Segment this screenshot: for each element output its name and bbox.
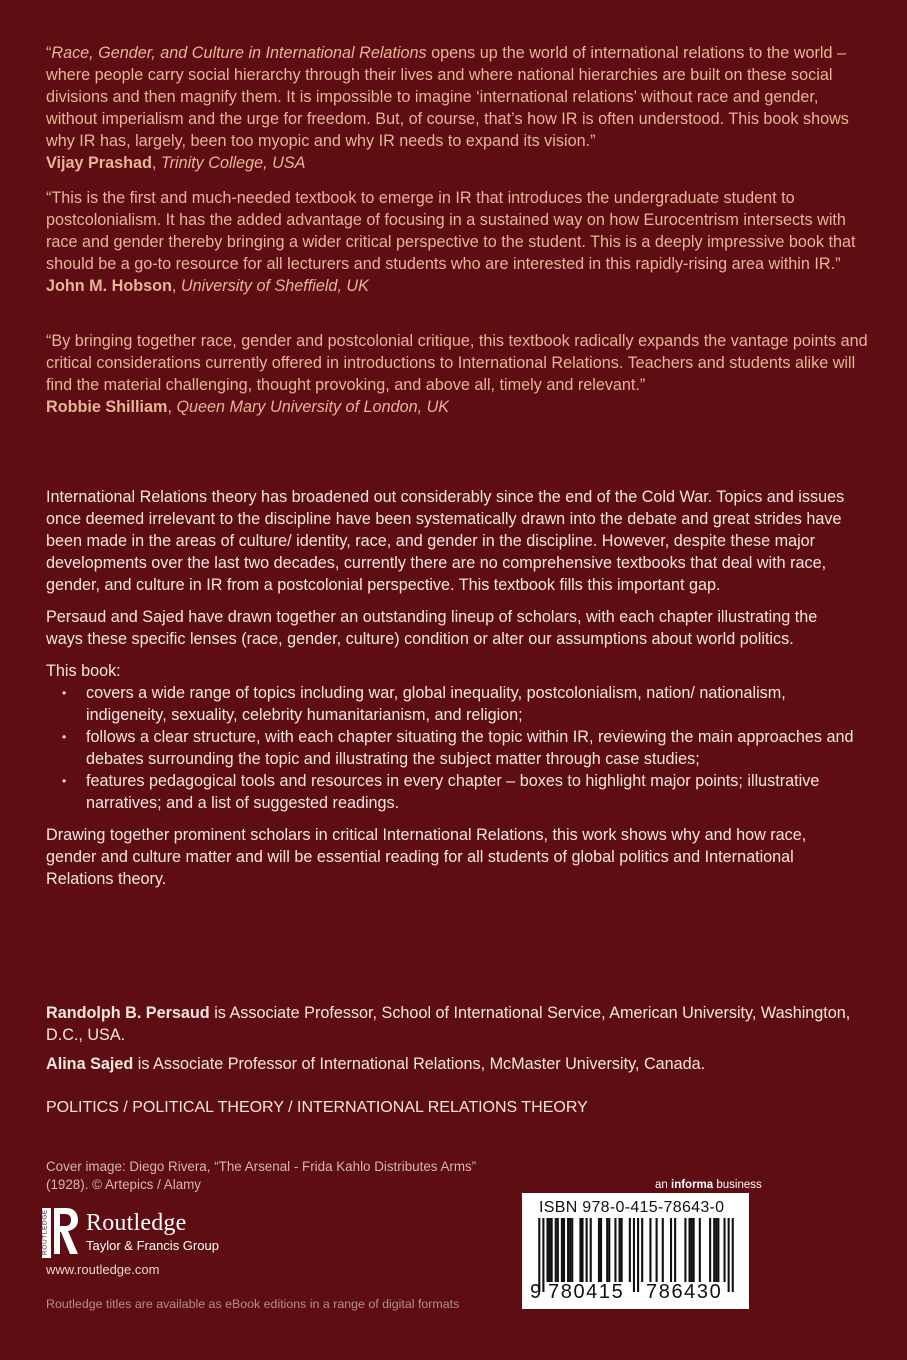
publisher-group: Taylor & Francis Group: [86, 1238, 219, 1253]
list-intro: This book:: [46, 662, 121, 680]
barcode-bar: [549, 1218, 551, 1282]
barcode-bar: [590, 1218, 592, 1282]
review-quote: “By bringing together race, gender and postcolonial critique, this textbook radically expands the vantage points and critical considerations currently offered in introductions to International Relations. Teachers and students alike will find the material challenging, thought provoking, and above all, timely and relevant.”: [46, 332, 868, 394]
reviewer-affiliation: Queen Mary University of London, UK: [176, 398, 450, 416]
bullet-icon: •: [62, 686, 67, 700]
logo-side-text: ROUTLEDGE: [41, 1209, 49, 1255]
author-bio-2: [46, 1053, 858, 1075]
book-title: Race, Gender, and Culture in International Relations: [51, 44, 427, 62]
barcode-bar: [567, 1218, 569, 1282]
barcode-bar: [614, 1218, 616, 1282]
barcode-bar: [619, 1218, 621, 1282]
isbn-label: ISBN 978-0-415-78643-0: [539, 1199, 725, 1216]
barcode-bar: [581, 1218, 583, 1282]
barcode-digits: [526, 1280, 746, 1306]
barcode-bar: [670, 1218, 672, 1282]
barcode-panel: [522, 1193, 749, 1309]
review-quote: “This is the first and much-needed textbook to emerge in IR that introduces the undergraduate student to postcolonialism. It has the added advantage of focusing in a sustained way on how Eurocentrism intersects with race and gender thereby bringing a wider critical perspective to the student. This is a deeply impressive book that should be a go-to resource for all lecturers and students who are interested in this rapidly-rising area within IR.”: [46, 189, 856, 273]
author-name: Randolph B. Persaud: [46, 1004, 210, 1022]
barcode-bar: [656, 1218, 658, 1282]
author-description: is Associate Professor of International Relations, McMaster University, Canada.: [133, 1055, 706, 1073]
routledge-r-icon: [40, 1206, 80, 1260]
feature-list: [46, 682, 858, 814]
review-1: [46, 42, 868, 174]
barcode-bar: [717, 1218, 719, 1282]
barcode-right-digits: 786430: [646, 1281, 723, 1303]
barcode-bar: [709, 1218, 711, 1282]
reviewer-name: Vijay Prashad: [46, 154, 152, 172]
reviewer-affiliation: University of Sheffield, UK: [180, 277, 369, 295]
barcode-bar: [546, 1218, 548, 1282]
barcode-bar: [600, 1218, 602, 1282]
barcode-bar: [713, 1218, 715, 1282]
publisher-logo: [40, 1206, 240, 1260]
publisher-website[interactable]: www.routledge.com: [46, 1262, 160, 1277]
barcode-bar: [555, 1218, 557, 1282]
barcode-left-digits: 780415: [548, 1281, 625, 1303]
barcode-bar: [715, 1218, 717, 1282]
barcode-bar: [723, 1218, 725, 1282]
barcode-first-digit: 9: [530, 1281, 542, 1303]
author-name: Alina Sajed: [46, 1055, 134, 1073]
publisher-name: Routledge: [86, 1210, 187, 1236]
informa-tagline: an informa business: [655, 1179, 762, 1191]
reviewer-affiliation: Trinity College, USA: [160, 154, 306, 172]
bullet-icon: •: [62, 774, 67, 788]
review-attribution: John M. Hobson, University of Sheffield, UK: [46, 277, 369, 295]
informa-brand: informa: [671, 1179, 714, 1191]
barcode-bar: [608, 1218, 610, 1282]
barcode-bar: [629, 1218, 631, 1282]
barcode-bar: [586, 1218, 588, 1282]
description-paragraph: Drawing together prominent scholars in critical International Relations, this work shows why and how race, gender and culture matter and will be essential reading for all students of global politics and International Relations theory.: [46, 826, 807, 888]
author-bio-1: [46, 1002, 858, 1046]
barcode-bar: [563, 1218, 565, 1282]
author-description: is Associate Professor, School of International Service, American University, Washington, D.C., USA.: [46, 1004, 851, 1044]
description: [46, 486, 858, 890]
barcode-bar: [571, 1218, 573, 1282]
review-attribution: Robbie Shilliam, Queen Mary University of London, UK: [46, 398, 450, 416]
ebook-note: Routledge titles are available as eBook editions in a range of digital formats: [46, 1297, 460, 1311]
barcode-bar: [641, 1218, 643, 1282]
barcode-bar: [691, 1218, 693, 1282]
barcode-bar: [662, 1218, 664, 1282]
subject-categories: POLITICS / POLITICAL THEORY / INTERNATIONAL RELATIONS THEORY: [46, 1099, 588, 1116]
barcode-bar: [693, 1218, 695, 1282]
barcode-bar: [688, 1218, 690, 1282]
barcode-bar: [606, 1218, 608, 1282]
barcode-bar: [598, 1218, 600, 1282]
barcode-bar: [561, 1218, 563, 1282]
description-paragraph: International Relations theory has broadened out considerably since the end of the Cold War. Topics and issues once deemed irrelevant to the discipline have been systematically drawn into the debate and great strides have been made in the areas of culture/ identity, race, and gender in the discipline. However, despite these major developments over the last two decades, currently there are no comprehensive textbooks that deal with race, gender, and culture in IR from a postcolonial perspective. This textbook fills this important gap.: [46, 488, 845, 594]
barcode-bar: [579, 1218, 581, 1282]
barcode-bar: [684, 1218, 686, 1282]
review-3: [46, 330, 868, 418]
review-attribution: Vijay Prashad, Trinity College, USA: [46, 154, 306, 172]
barcode-bar: [551, 1218, 553, 1282]
reviewer-name: Robbie Shilliam: [46, 398, 168, 416]
review-quote: “Race, Gender, and Culture in International Relations opens up the world of international relations to the world – where people carry social hierarchy through their lives and where national hierarchies are built on these social divisions and then magnify them. It is impossible to imagine ‘international relations’ without race and gender, without imperialism and the urge for freedom. But, of course, that’s how IR is often understood. This book shows why IR has, largely, been too myopic and why IR needs to expand its vision.”: [46, 44, 849, 150]
barcode-bar: [569, 1218, 571, 1282]
bullet-icon: •: [62, 730, 67, 744]
barcode-bar: [621, 1218, 623, 1282]
cover-image-credit: Cover image: Diego Rivera, “The Arsenal - Frida Kahlo Distributes Arms” (1928). © Artepics / Alamy: [46, 1159, 477, 1192]
review-2: [46, 187, 868, 297]
barcode-bar: [557, 1218, 559, 1282]
barcode-bar: [699, 1218, 701, 1282]
reviewer-name: John M. Hobson: [46, 277, 172, 295]
barcode-bar: [649, 1218, 651, 1282]
list-item: • features pedagogical tools and resources in every chapter – boxes to highlight major points; illustrative narratives; and a list of suggested readings.: [62, 772, 820, 812]
list-item: • covers a wide range of topics including war, global inequality, postcolonialism, nation/ nationalism, indigeneity, sexuality, celebrity humanitarianism, and religion;: [62, 684, 786, 724]
list-item: • follows a clear structure, with each chapter situating the topic within IR, reviewing the main approaches and debates surrounding the topic and illustrating the subject matter through case studies;: [62, 728, 854, 768]
barcode-bar: [674, 1218, 676, 1282]
description-paragraph: Persaud and Sajed have drawn together an outstanding lineup of scholars, with each chapter illustrating the ways these specific lenses (race, gender, culture) condition or alter our assumptions about world politics.: [46, 608, 818, 648]
